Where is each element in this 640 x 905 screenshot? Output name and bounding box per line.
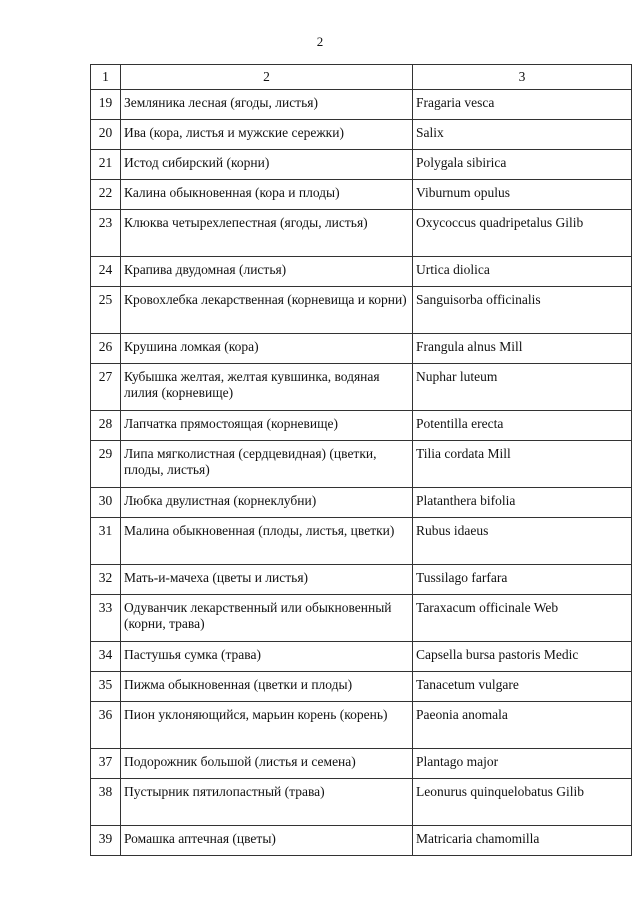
plant-name: Любка двулистная (корнеклубни) [121, 488, 413, 518]
latin-name: Matricaria chamomilla [413, 826, 632, 856]
plant-name: Крапива двудомная (листья) [121, 257, 413, 287]
page-number: 2 [316, 34, 324, 49]
plant-name: Пижма обыкновенная (цветки и плоды) [121, 672, 413, 702]
table-row [91, 826, 632, 856]
plant-name: Одуванчик лекарственный или обыкновенный (корни, трава) [121, 595, 413, 642]
table-row [91, 779, 632, 826]
plant-name: Земляника лесная (ягоды, листья) [121, 90, 413, 120]
table-row [91, 90, 632, 120]
row-number: 33 [91, 595, 121, 642]
plant-name: Кубышка желтая, желтая кувшинка, водяная лилия (корневище) [121, 364, 413, 411]
plant-name: Калина обыкновенная (кора и плоды) [121, 180, 413, 210]
table-row [91, 364, 632, 411]
latin-name: Taraxacum officinale Web [413, 595, 632, 642]
plant-name: Пустырник пятилопастный (трава) [121, 779, 413, 826]
latin-name: Plantago major [413, 749, 632, 779]
table-body [91, 65, 632, 856]
table-row [91, 518, 632, 565]
row-number: 22 [91, 180, 121, 210]
row-number: 37 [91, 749, 121, 779]
row-number: 32 [91, 565, 121, 595]
row-number: 29 [91, 441, 121, 488]
column-header-number: 1 [91, 65, 121, 90]
table-row [91, 565, 632, 595]
row-number: 30 [91, 488, 121, 518]
plant-name: Ива (кора, листья и мужские сережки) [121, 120, 413, 150]
table-row [91, 120, 632, 150]
latin-name: Fragaria vesca [413, 90, 632, 120]
row-number: 27 [91, 364, 121, 411]
plant-name: Липа мягколистная (сердцевидная) (цветки, плоды, листья) [121, 441, 413, 488]
row-number: 38 [91, 779, 121, 826]
table-row [91, 595, 632, 642]
latin-name: Polygala sibirica [413, 150, 632, 180]
plant-name: Крушина ломкая (кора) [121, 334, 413, 364]
column-header-name: 2 [121, 65, 413, 90]
row-number: 21 [91, 150, 121, 180]
latin-name: Rubus idaeus [413, 518, 632, 565]
table-row [91, 441, 632, 488]
table-row [91, 257, 632, 287]
row-number: 34 [91, 642, 121, 672]
row-number: 36 [91, 702, 121, 749]
plant-name: Кровохлебка лекарственная (корневища и корни) [121, 287, 413, 334]
row-number: 25 [91, 287, 121, 334]
plant-name: Мать-и-мачеха (цветы и листья) [121, 565, 413, 595]
table-row [91, 210, 632, 257]
table-row [91, 411, 632, 441]
table-row [91, 749, 632, 779]
row-number: 20 [91, 120, 121, 150]
table-row [91, 334, 632, 364]
latin-name: Viburnum opulus [413, 180, 632, 210]
table-row [91, 287, 632, 334]
medicinal-plants-table [90, 64, 632, 856]
latin-name: Potentilla erecta [413, 411, 632, 441]
row-number: 39 [91, 826, 121, 856]
table-row [91, 180, 632, 210]
row-number: 26 [91, 334, 121, 364]
latin-name: Urtica diolica [413, 257, 632, 287]
row-number: 28 [91, 411, 121, 441]
row-number: 23 [91, 210, 121, 257]
plant-name: Пастушья сумка (трава) [121, 642, 413, 672]
table-row [91, 488, 632, 518]
latin-name: Tussilago farfara [413, 565, 632, 595]
latin-name: Paeonia anomala [413, 702, 632, 749]
plant-name: Подорожник большой (листья и семена) [121, 749, 413, 779]
latin-name: Tanacetum vulgare [413, 672, 632, 702]
plant-name: Лапчатка прямостоящая (корневище) [121, 411, 413, 441]
latin-name: Oxycoccus quadripetalus Gilib [413, 210, 632, 257]
plant-name: Малина обыкновенная (плоды, листья, цветки) [121, 518, 413, 565]
table-row [91, 672, 632, 702]
latin-name: Platanthera bifolia [413, 488, 632, 518]
row-number: 19 [91, 90, 121, 120]
latin-name: Capsella bursa pastoris Medic [413, 642, 632, 672]
latin-name: Salix [413, 120, 632, 150]
plant-name: Пион уклоняющийся, марьин корень (корень) [121, 702, 413, 749]
latin-name: Sanguisorba officinalis [413, 287, 632, 334]
table-header-row [91, 65, 632, 90]
row-number: 35 [91, 672, 121, 702]
column-header-latin: 3 [413, 65, 632, 90]
row-number: 24 [91, 257, 121, 287]
plant-name: Клюква четырехлепестная (ягоды, листья) [121, 210, 413, 257]
row-number: 31 [91, 518, 121, 565]
latin-name: Leonurus quinquelobatus Gilib [413, 779, 632, 826]
latin-name: Tilia cordata Mill [413, 441, 632, 488]
plant-name: Истод сибирский (корни) [121, 150, 413, 180]
latin-name: Nuphar luteum [413, 364, 632, 411]
table-row [91, 150, 632, 180]
table-row [91, 642, 632, 672]
table-row [91, 702, 632, 749]
latin-name: Frangula alnus Mill [413, 334, 632, 364]
plant-name: Ромашка аптечная (цветы) [121, 826, 413, 856]
